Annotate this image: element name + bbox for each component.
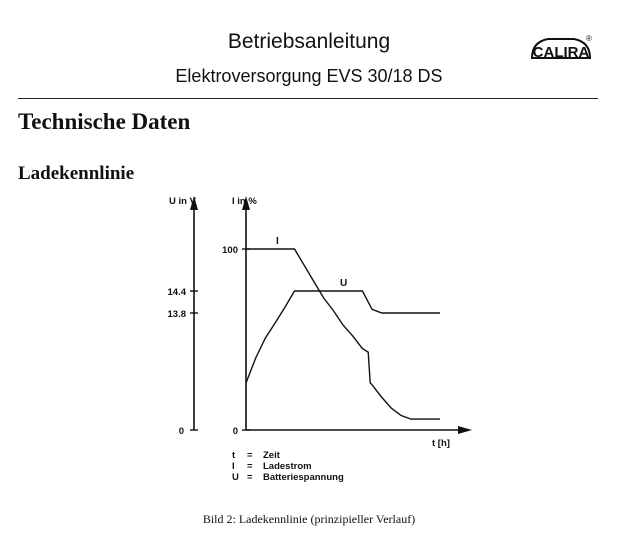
time-axis-label: t [h] — [432, 438, 450, 449]
series-line-current — [246, 249, 440, 419]
series-line-voltage — [246, 291, 440, 383]
tick-label-100: 100 — [222, 245, 238, 256]
legend-symbol-i: I — [232, 461, 235, 472]
legend-symbol-u: U — [232, 472, 239, 483]
legend-text-zeit: Zeit — [263, 450, 280, 461]
series-label-current: I — [276, 236, 279, 247]
legend-eq-i: = — [247, 461, 253, 472]
legend-text-batteriespannung: Batteriespannung — [263, 472, 344, 483]
tick-label-14-4: 14.4 — [167, 287, 186, 298]
document-subtitle: Elektroversorgung EVS 30/18 DS — [175, 66, 443, 86]
section-title: Technische Daten — [18, 109, 191, 134]
logo-text: CALIRA — [532, 44, 590, 61]
time-axis-arrow — [458, 426, 472, 434]
registered-mark: ® — [586, 34, 592, 43]
legend-eq-u: = — [247, 472, 253, 483]
tick-label-13-8: 13.8 — [167, 309, 186, 320]
tick-label-u-0: 0 — [178, 426, 184, 437]
legend-symbol-t: t — [232, 450, 236, 461]
subsection-title: Ladekennlinie — [18, 163, 135, 184]
tick-label-i-0: 0 — [232, 426, 238, 437]
legend-text-ladestrom: Ladestrom — [263, 461, 312, 472]
series-label-voltage: U — [340, 278, 348, 289]
document-title: Betriebsanleitung — [227, 30, 391, 53]
current-axis-label: I in % — [232, 196, 257, 207]
figure-caption: Bild 2: Ladekennlinie (prinzipieller Verlauf) — [202, 512, 416, 526]
voltage-axis-label: U in V — [169, 196, 196, 207]
legend-eq-t: = — [247, 450, 253, 461]
